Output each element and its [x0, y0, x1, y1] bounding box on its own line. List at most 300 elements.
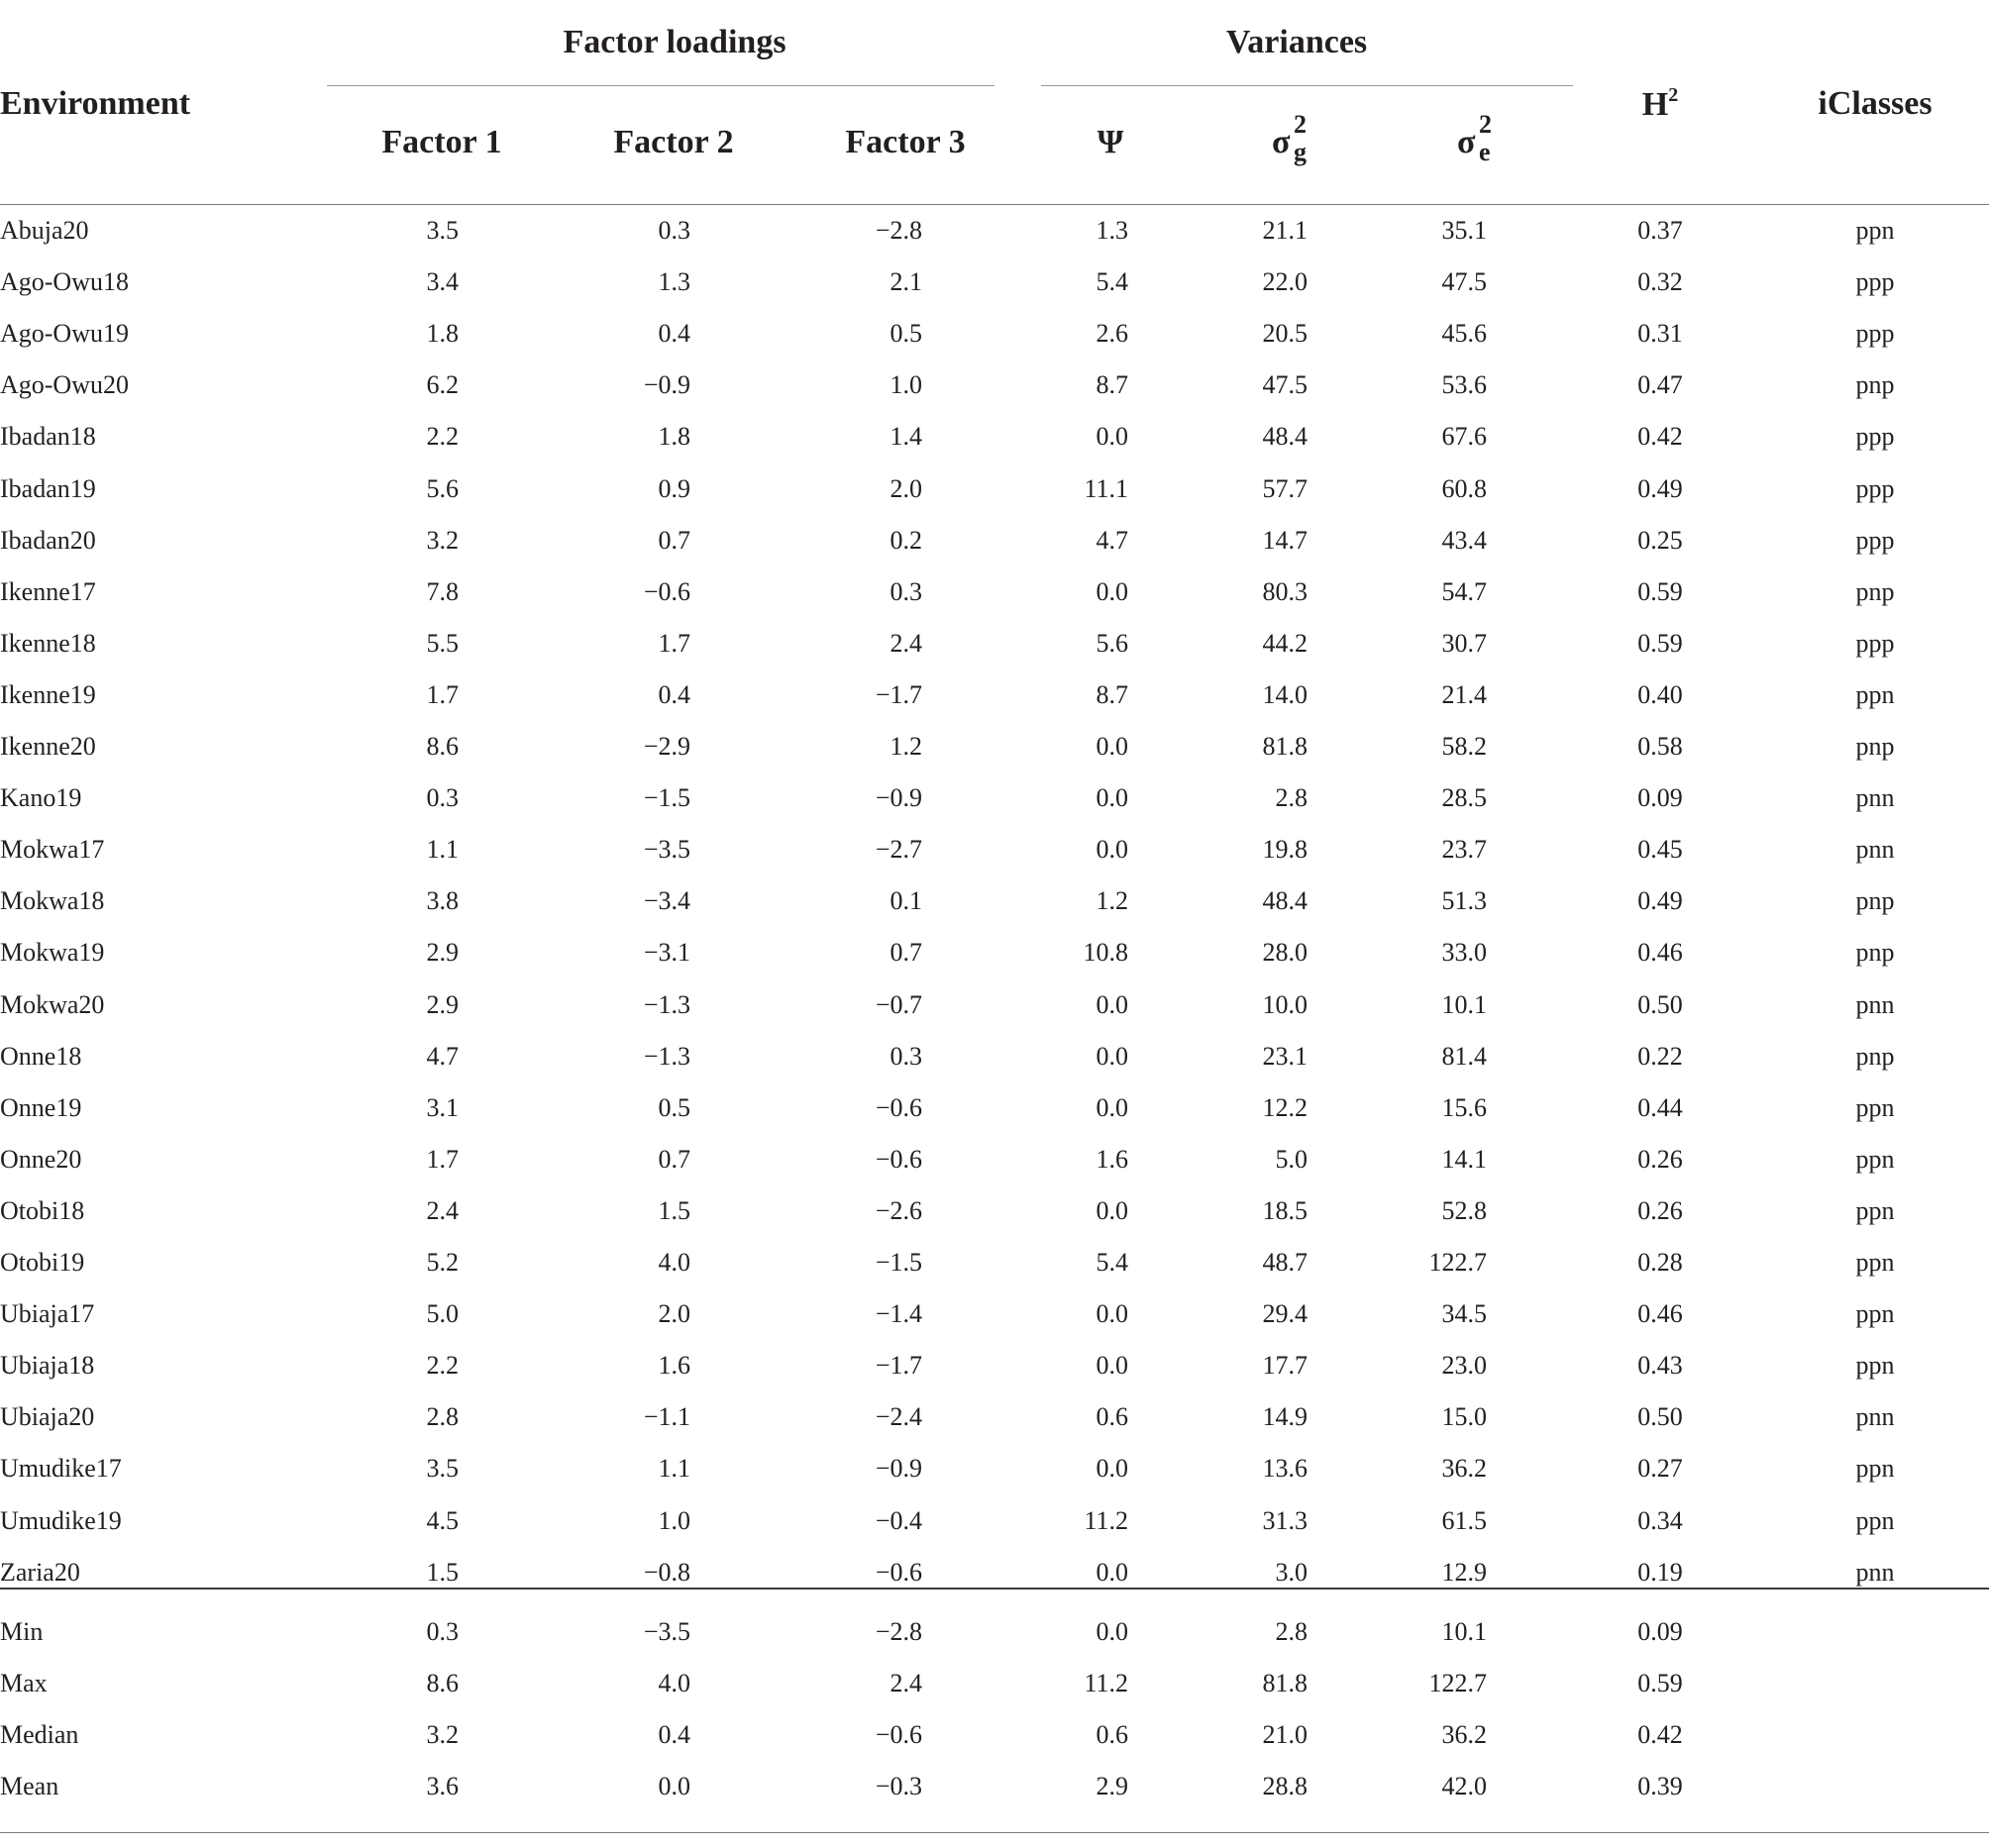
factor3-cell: 1.4 — [890, 422, 922, 452]
sigma-e-cell: 33.0 — [1441, 938, 1487, 968]
sigma-e-cell: 43.4 — [1441, 525, 1487, 555]
factor1-cell: 0.3 — [426, 783, 459, 813]
factor2-cell: 0.5 — [658, 1092, 690, 1122]
factor2-cell: 1.7 — [658, 628, 690, 658]
h2-cell: 0.28 — [1637, 1248, 1683, 1277]
h2-cell: 0.27 — [1637, 1454, 1683, 1484]
sigma-g-cell: 14.0 — [1262, 679, 1308, 709]
iclasses-cell: pnn — [1855, 989, 1895, 1019]
sigma-e-cell: 12.9 — [1441, 1557, 1487, 1587]
sigma-g-cell: 29.4 — [1262, 1299, 1308, 1329]
environment-cell: Otobi18 — [0, 1195, 85, 1225]
factor2-cell: −3.1 — [643, 938, 690, 968]
table-row — [0, 515, 1989, 566]
sigma-e-cell: 81.4 — [1441, 1041, 1487, 1071]
factor1-cell: 2.8 — [426, 1402, 459, 1432]
factor3-cell: −2.7 — [875, 835, 922, 865]
factor2-cell: 0.7 — [658, 525, 690, 555]
header-psi: Ψ — [1097, 124, 1124, 160]
factor2-cell: −1.5 — [643, 783, 690, 813]
h2-cell: 0.45 — [1637, 835, 1683, 865]
factor3-cell: −2.6 — [875, 1195, 922, 1225]
h2-cell: 0.58 — [1637, 732, 1683, 761]
table-row — [0, 1340, 1989, 1391]
sigma-g-cell: 48.7 — [1262, 1248, 1308, 1277]
sigma-g-cell: 28.0 — [1262, 938, 1308, 968]
psi-cell: 0.6 — [1096, 1720, 1128, 1749]
sigma-e-cell: 61.5 — [1441, 1505, 1487, 1535]
iclasses-cell: ppn — [1855, 1144, 1895, 1174]
summary-row — [0, 1761, 1989, 1812]
factor1-cell: 2.4 — [426, 1195, 459, 1225]
factor2-cell: −3.4 — [643, 886, 690, 916]
factor2-cell: 0.0 — [658, 1772, 690, 1800]
table-row — [0, 1237, 1989, 1288]
factor3-cell: 0.2 — [890, 525, 922, 555]
iclasses-cell: ppn — [1855, 1505, 1895, 1535]
psi-cell: 11.1 — [1084, 473, 1128, 503]
iclasses-cell: pnp — [1855, 576, 1895, 606]
psi-cell: 0.0 — [1096, 783, 1128, 813]
factor1-cell: 1.5 — [426, 1557, 459, 1587]
factor2-cell: 1.1 — [658, 1454, 690, 1484]
factor1-cell: 5.6 — [426, 473, 459, 503]
table-row — [0, 721, 1989, 772]
psi-cell: 0.0 — [1096, 1454, 1128, 1484]
psi-cell: 8.7 — [1096, 679, 1128, 709]
factor3-cell: −2.8 — [875, 1617, 922, 1646]
factor2-cell: 0.7 — [658, 1144, 690, 1174]
header-iclasses: iClasses — [1818, 85, 1933, 122]
environment-cell: Mokwa17 — [0, 835, 105, 865]
environment-cell: Mean — [0, 1772, 59, 1800]
sigma-g-cell: 18.5 — [1262, 1195, 1308, 1225]
iclasses-cell: pnp — [1855, 1041, 1895, 1071]
sigma-e-cell: 58.2 — [1441, 732, 1487, 761]
environment-cell: Mokwa19 — [0, 938, 105, 968]
sigma-e-cell: 21.4 — [1441, 679, 1487, 709]
environment-cell: Median — [0, 1720, 79, 1749]
sigma-g-cell: 48.4 — [1262, 886, 1308, 916]
factor3-cell: −0.9 — [875, 783, 922, 813]
environment-cell: Ikenne20 — [0, 732, 96, 761]
h2-cell: 0.19 — [1637, 1557, 1683, 1587]
psi-cell: 11.2 — [1084, 1669, 1128, 1697]
sigma-g-cell: 5.0 — [1275, 1144, 1308, 1174]
h2-cell: 0.46 — [1637, 1299, 1683, 1329]
h2-cell: 0.50 — [1637, 989, 1683, 1019]
sigma-g-cell: 14.7 — [1262, 525, 1308, 555]
iclasses-cell: pnn — [1855, 1402, 1895, 1432]
factor2-cell: 1.8 — [658, 422, 690, 452]
factor2-cell: 1.5 — [658, 1195, 690, 1225]
h2-cell: 0.59 — [1637, 576, 1683, 606]
factor2-cell: 1.0 — [658, 1505, 690, 1535]
h2-cell: 0.25 — [1637, 525, 1683, 555]
factor1-cell: 1.1 — [426, 835, 459, 865]
sigma-e-cell: 122.7 — [1428, 1669, 1487, 1697]
psi-cell: 0.0 — [1096, 1195, 1128, 1225]
factor3-cell: −1.7 — [875, 679, 922, 709]
sigma-g-cell: 14.9 — [1262, 1402, 1308, 1432]
factor3-cell: 2.1 — [890, 267, 922, 297]
factor3-cell: 0.5 — [890, 319, 922, 349]
sigma-e-cell: 10.1 — [1441, 1617, 1487, 1646]
factor1-cell: 3.1 — [426, 1092, 459, 1122]
h2-cell: 0.26 — [1637, 1144, 1683, 1174]
sigma-e-cell: 53.6 — [1441, 370, 1487, 400]
iclasses-cell: ppn — [1855, 1092, 1895, 1122]
factor3-cell: 1.0 — [890, 370, 922, 400]
iclasses-cell: ppn — [1855, 1351, 1895, 1381]
iclasses-cell: ppn — [1855, 1299, 1895, 1329]
factor1-cell: 0.3 — [426, 1617, 459, 1646]
iclasses-cell: ppn — [1855, 1195, 1895, 1225]
h2-cell: 0.32 — [1637, 267, 1683, 297]
factor2-cell: 0.9 — [658, 473, 690, 503]
h2-cell: 0.22 — [1637, 1041, 1683, 1071]
factor1-cell: 3.5 — [426, 216, 459, 245]
sigma-e-cell: 23.7 — [1441, 835, 1487, 865]
summary-rule — [0, 1588, 1989, 1590]
sigma-e-cell: 36.2 — [1441, 1720, 1487, 1749]
factor3-cell: −0.3 — [875, 1772, 922, 1800]
environment-cell: Otobi19 — [0, 1248, 85, 1277]
h2-cell: 0.46 — [1637, 938, 1683, 968]
iclasses-cell: pnp — [1855, 938, 1895, 968]
factor2-cell: −1.1 — [643, 1402, 690, 1432]
header-factor-loadings: Factor loadings — [563, 24, 786, 60]
sigma-g-cell: 10.0 — [1262, 989, 1308, 1019]
table-row — [0, 618, 1989, 669]
factor3-cell: −0.9 — [875, 1454, 922, 1484]
iclasses-cell: ppp — [1855, 628, 1895, 658]
table-row — [0, 308, 1989, 359]
h2-cell: 0.43 — [1637, 1351, 1683, 1381]
header-factor2: Factor 2 — [613, 124, 734, 160]
factor-loadings-underline — [327, 85, 994, 86]
psi-cell: 4.7 — [1096, 525, 1128, 555]
iclasses-cell: ppp — [1855, 422, 1895, 452]
sigma-e-cell: 54.7 — [1441, 576, 1487, 606]
environment-cell: Onne20 — [0, 1144, 82, 1174]
h2-cell: 0.09 — [1637, 783, 1683, 813]
environment-cell: Ago-Owu20 — [0, 370, 129, 400]
factor2-cell: 1.3 — [658, 267, 690, 297]
sigma-e-cell: 34.5 — [1441, 1299, 1487, 1329]
factor1-cell: 1.8 — [426, 319, 459, 349]
environment-cell: Ubiaja17 — [0, 1299, 95, 1329]
factor2-cell: 2.0 — [658, 1299, 690, 1329]
environment-cell: Mokwa18 — [0, 886, 105, 916]
factor2-cell: −1.3 — [643, 1041, 690, 1071]
h2-cell: 0.49 — [1637, 886, 1683, 916]
factor1-cell: 7.8 — [426, 576, 459, 606]
iclasses-cell: pnp — [1855, 886, 1895, 916]
factor1-cell: 8.6 — [426, 1669, 459, 1697]
iclasses-cell: pnp — [1855, 370, 1895, 400]
factor2-cell: −3.5 — [643, 1617, 690, 1646]
factor1-cell: 1.7 — [426, 679, 459, 709]
sigma-g-cell: 21.1 — [1262, 216, 1308, 245]
factor3-cell: −1.7 — [875, 1351, 922, 1381]
sigma-e-cell: 15.0 — [1441, 1402, 1487, 1432]
factor2-cell: 0.4 — [658, 679, 690, 709]
sigma-g-cell: 47.5 — [1262, 370, 1308, 400]
iclasses-cell: pnn — [1855, 783, 1895, 813]
table-row — [0, 411, 1989, 462]
factor1-cell: 1.7 — [426, 1144, 459, 1174]
environment-cell: Ibadan20 — [0, 525, 96, 555]
factor1-cell: 4.5 — [426, 1505, 459, 1535]
h2-cell: 0.59 — [1637, 1669, 1683, 1697]
h2-cell: 0.31 — [1637, 319, 1683, 349]
factor1-cell: 3.8 — [426, 886, 459, 916]
sigma-g-cell: 19.8 — [1262, 835, 1308, 865]
table-row — [0, 1031, 1989, 1082]
header-environment: Environment — [0, 85, 191, 122]
table-row — [0, 463, 1989, 515]
iclasses-cell: ppp — [1855, 319, 1895, 349]
factor3-cell: 1.2 — [890, 732, 922, 761]
sigma-e-cell: 122.7 — [1428, 1248, 1487, 1277]
environment-cell: Zaria20 — [0, 1557, 80, 1587]
factor3-cell: −2.4 — [875, 1402, 922, 1432]
factor3-cell: 0.3 — [890, 1041, 922, 1071]
factor1-cell: 5.5 — [426, 628, 459, 658]
factor3-cell: −0.6 — [875, 1092, 922, 1122]
table-row — [0, 566, 1989, 618]
psi-cell: 0.0 — [1096, 422, 1128, 452]
psi-cell: 0.6 — [1096, 1402, 1128, 1432]
factor1-cell: 3.5 — [426, 1454, 459, 1484]
factor3-cell: −0.6 — [875, 1144, 922, 1174]
sigma-e-cell: 47.5 — [1441, 267, 1487, 297]
factor2-cell: 0.4 — [658, 1720, 690, 1749]
factor1-cell: 3.6 — [426, 1772, 459, 1800]
iclasses-cell: pnn — [1855, 835, 1895, 865]
h2-cell: 0.40 — [1637, 679, 1683, 709]
psi-cell: 0.0 — [1096, 1617, 1128, 1646]
psi-cell: 1.6 — [1096, 1144, 1128, 1174]
factor1-cell: 3.2 — [426, 525, 459, 555]
environment-cell: Umudike17 — [0, 1454, 122, 1484]
table-row — [0, 875, 1989, 927]
environment-cell: Onne19 — [0, 1092, 82, 1122]
h2-cell: 0.49 — [1637, 473, 1683, 503]
sigma-e-cell: 15.6 — [1441, 1092, 1487, 1122]
psi-cell: 10.8 — [1083, 938, 1128, 968]
iclasses-cell: ppn — [1855, 1454, 1895, 1484]
psi-cell: 5.6 — [1096, 628, 1128, 658]
table-row — [0, 824, 1989, 875]
factor1-cell: 2.2 — [426, 1351, 459, 1381]
environment-cell: Ago-Owu18 — [0, 267, 129, 297]
factor3-cell: −1.4 — [875, 1299, 922, 1329]
iclasses-cell: ppp — [1855, 267, 1895, 297]
summary-row — [0, 1606, 1989, 1658]
sigma-g-cell: 81.8 — [1262, 1669, 1308, 1697]
factor2-cell: 4.0 — [658, 1669, 690, 1697]
factor3-cell: −2.8 — [875, 216, 922, 245]
table-row — [0, 1082, 1989, 1134]
environment-cell: Ubiaja20 — [0, 1402, 95, 1432]
h2-cell: 0.09 — [1637, 1617, 1683, 1646]
table-row — [0, 1288, 1989, 1340]
h2-cell: 0.59 — [1637, 628, 1683, 658]
iclasses-cell: ppn — [1855, 679, 1895, 709]
header-factor3: Factor 3 — [845, 124, 966, 160]
factor1-cell: 5.2 — [426, 1248, 459, 1277]
factor3-cell: −0.7 — [875, 989, 922, 1019]
psi-cell: 0.0 — [1096, 732, 1128, 761]
h2-cell: 0.44 — [1637, 1092, 1683, 1122]
sigma-e-cell: 42.0 — [1441, 1772, 1487, 1800]
factor1-cell: 2.2 — [426, 422, 459, 452]
factor2-cell: −0.6 — [643, 576, 690, 606]
h2-cell: 0.42 — [1637, 422, 1683, 452]
sigma-g-cell: 81.8 — [1262, 732, 1308, 761]
factor1-cell: 3.2 — [426, 1720, 459, 1749]
variances-underline — [1041, 85, 1573, 86]
factor3-cell: 0.3 — [890, 576, 922, 606]
factor2-cell: −2.9 — [643, 732, 690, 761]
h2-cell: 0.26 — [1637, 1195, 1683, 1225]
sigma-g-cell: 44.2 — [1262, 628, 1308, 658]
environment-cell: Ikenne18 — [0, 628, 96, 658]
factor2-cell: 0.4 — [658, 319, 690, 349]
factor2-cell: 0.3 — [658, 216, 690, 245]
psi-cell: 8.7 — [1096, 370, 1128, 400]
psi-cell: 0.0 — [1096, 989, 1128, 1019]
table-row — [0, 927, 1989, 978]
psi-cell: 0.0 — [1096, 835, 1128, 865]
environment-cell: Ibadan18 — [0, 422, 96, 452]
environment-cell: Ikenne17 — [0, 576, 96, 606]
table-row — [0, 1547, 1989, 1598]
factor1-cell: 2.9 — [426, 989, 459, 1019]
psi-cell: 0.0 — [1096, 1041, 1128, 1071]
environment-cell: Min — [0, 1617, 44, 1646]
iclasses-cell: pnn — [1855, 1557, 1895, 1587]
factor1-cell: 4.7 — [426, 1041, 459, 1071]
psi-cell: 5.4 — [1096, 1248, 1128, 1277]
summary-row — [0, 1658, 1989, 1709]
psi-cell: 5.4 — [1096, 267, 1128, 297]
factor3-cell: −0.4 — [875, 1505, 922, 1535]
psi-cell: 1.3 — [1096, 216, 1128, 245]
sigma-g-cell: 2.8 — [1275, 783, 1308, 813]
psi-cell: 0.0 — [1096, 1299, 1128, 1329]
sigma-g-cell: 20.5 — [1262, 319, 1308, 349]
factor3-cell: 2.4 — [890, 1669, 922, 1697]
factor2-cell: −0.8 — [643, 1557, 690, 1587]
sigma-g-cell: 2.8 — [1275, 1617, 1308, 1646]
factor1-cell: 8.6 — [426, 732, 459, 761]
environment-cell: Ubiaja18 — [0, 1351, 95, 1381]
iclasses-cell: ppn — [1855, 216, 1895, 245]
factor3-cell: −1.5 — [875, 1248, 922, 1277]
environment-cell: Ikenne19 — [0, 679, 96, 709]
header-factor1: Factor 1 — [381, 124, 502, 160]
environment-cell: Onne18 — [0, 1041, 82, 1071]
factor1-cell: 2.9 — [426, 938, 459, 968]
sigma-e-cell: 67.6 — [1441, 422, 1487, 452]
factor2-cell: −1.3 — [643, 989, 690, 1019]
psi-cell: 0.0 — [1096, 1351, 1128, 1381]
h2-cell: 0.39 — [1637, 1772, 1683, 1800]
factor1-cell: 5.0 — [426, 1299, 459, 1329]
table-row — [0, 1443, 1989, 1494]
sigma-g-cell: 23.1 — [1262, 1041, 1308, 1071]
sigma-e-cell: 35.1 — [1441, 216, 1487, 245]
environment-cell: Kano19 — [0, 783, 82, 813]
factor1-cell: 6.2 — [426, 370, 459, 400]
environment-cell: Umudike19 — [0, 1505, 122, 1535]
psi-cell: 1.2 — [1096, 886, 1128, 916]
header-sigma-g: σ 2 g — [1272, 110, 1307, 166]
environment-cell: Ibadan19 — [0, 473, 96, 503]
h2-cell: 0.50 — [1637, 1402, 1683, 1432]
sigma-e-cell: 52.8 — [1441, 1195, 1487, 1225]
psi-cell: 2.9 — [1096, 1772, 1128, 1800]
table-row — [0, 772, 1989, 824]
header-variances: Variances — [1225, 24, 1368, 60]
iclasses-cell: pnp — [1855, 732, 1895, 761]
sigma-e-cell: 36.2 — [1441, 1454, 1487, 1484]
psi-cell: 11.2 — [1084, 1505, 1128, 1535]
sigma-g-cell: 22.0 — [1262, 267, 1308, 297]
factor2-cell: −0.9 — [643, 370, 690, 400]
header-h2: $H^2$ — [1641, 84, 1679, 123]
iclasses-cell: ppp — [1855, 473, 1895, 503]
factor1-cell: 3.4 — [426, 267, 459, 297]
table-row — [0, 1134, 1989, 1185]
h2-cell: 0.34 — [1637, 1505, 1683, 1535]
factor3-cell: 2.4 — [890, 628, 922, 658]
environment-cell: Ago-Owu19 — [0, 319, 129, 349]
psi-cell: 0.0 — [1096, 1092, 1128, 1122]
table-row — [0, 257, 1989, 308]
h2-cell: 0.42 — [1637, 1720, 1683, 1749]
table-row — [0, 1185, 1989, 1237]
factor2-cell: −3.5 — [643, 835, 690, 865]
factor3-cell: 0.7 — [890, 938, 922, 968]
sigma-g-cell: 31.3 — [1262, 1505, 1308, 1535]
factor2-cell: 4.0 — [658, 1248, 690, 1277]
sigma-e-cell: 28.5 — [1441, 783, 1487, 813]
table-row — [0, 359, 1989, 411]
factor2-cell: 1.6 — [658, 1351, 690, 1381]
sigma-g-cell: 80.3 — [1262, 576, 1308, 606]
table-row — [0, 205, 1989, 257]
header-sigma-e: σ 2 e — [1457, 110, 1492, 166]
factor3-cell: 0.1 — [890, 886, 922, 916]
sigma-e-cell: 10.1 — [1441, 989, 1487, 1019]
table-row — [0, 979, 1989, 1031]
sigma-g-cell: 13.6 — [1262, 1454, 1308, 1484]
sigma-g-cell: 12.2 — [1262, 1092, 1308, 1122]
sigma-e-cell: 23.0 — [1441, 1351, 1487, 1381]
h2-cell: 0.37 — [1637, 216, 1683, 245]
sigma-g-cell: 17.7 — [1262, 1351, 1308, 1381]
environment-cell: Max — [0, 1669, 48, 1697]
table-row — [0, 1495, 1989, 1547]
sigma-e-cell: 51.3 — [1441, 886, 1487, 916]
factor3-cell: −0.6 — [875, 1557, 922, 1587]
iclasses-cell: ppp — [1855, 525, 1895, 555]
factor3-cell: −0.6 — [875, 1720, 922, 1749]
